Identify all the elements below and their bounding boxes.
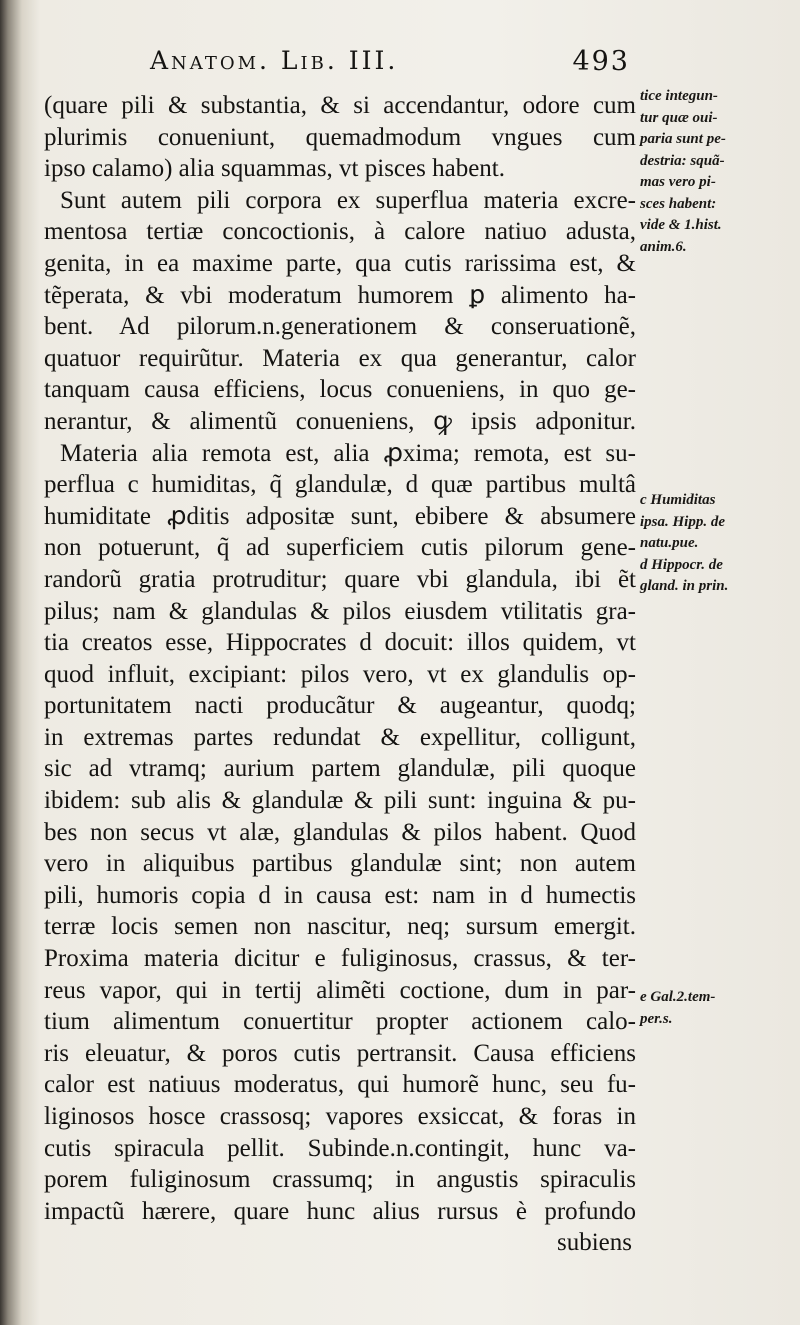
text-line: in extremas partes redundat & expellitur, colligunt,: [44, 723, 636, 751]
text-line: humiditate ꝓditis adpositæ sunt, ebibere & absumere: [44, 502, 636, 530]
text-line: (quare pili & substantia, & si accendantur, odore cum: [44, 92, 636, 119]
marginal-line: tur quæ oui-: [640, 109, 718, 126]
marginal-line: per.s.: [640, 1010, 673, 1027]
text-line: bes non secus vt alæ, glandulas & pilos habent. Quod: [44, 818, 636, 846]
marginal-line: vide & 1.hist.: [640, 217, 722, 233]
marginal-line: sces habent:: [640, 195, 717, 212]
text-line: vero in aliquibus partibus glandulæ sint; non autem: [44, 850, 636, 878]
text-line: ipso calamo) alia squammas, vt pisces habent.: [44, 155, 505, 183]
marginal-note-2: [640, 490, 800, 598]
marginal-line: d Hippocr. de: [640, 556, 723, 573]
text-line: quatuor requirũtur. Materia ex qua generantur, calor: [44, 344, 636, 372]
text-line: quod influit, excipiant: pilos vero, vt ex glandulis op-: [44, 660, 636, 688]
text-line: ibidem: sub alis & glandulæ & pili sunt: inguina & pu-: [44, 787, 636, 815]
text-line: calor est natiuus moderatus, qui humorẽ hunc, seu fu-: [44, 1071, 636, 1099]
marginal-line: natu.pue.: [640, 535, 699, 551]
marginal-line: tice integun-: [640, 88, 718, 104]
marginal-line: ipsa. Hipp. de: [640, 513, 725, 530]
catchword: subiens: [557, 1229, 632, 1257]
text-line: tia creatos esse, Hippocrates d docuit: illos quidem, vt: [44, 629, 636, 657]
text-line: impactũ hærere, quare hunc alius rursus è profundo: [44, 1197, 636, 1225]
text-line: non potuerunt, q̃ ad superficiem cutis pilorum gene-: [44, 534, 636, 562]
marginal-line: c Humiditas: [640, 492, 716, 508]
text-line: liginosos hosce crassosq; vapores exsiccat, & foras in: [44, 1103, 636, 1130]
marginal-line: anim.6.: [640, 238, 687, 255]
text-line: tanquam causa efficiens, locus conueniens, in quo ge-: [44, 376, 636, 404]
text-line: portunitatem nacti producãtur & augeantur, quodq;: [44, 692, 636, 720]
text-line: genita, in ea maxime parte, qua cutis rarissima est, &: [44, 249, 636, 277]
main-text-column: [44, 90, 636, 1259]
text-line: randorũ gratia protruditur; quare vbi glandula, ibi ẽt: [44, 565, 636, 593]
marginal-line: mas vero pi-: [640, 174, 716, 190]
marginal-line: paria sunt pe-: [640, 131, 726, 147]
text-line: ris eleuatur, & poros cutis pertransit. Causa efficiens: [44, 1039, 636, 1067]
text-line: pili, humoris copia d in causa est: nam in d humectis: [44, 881, 636, 909]
text-line: perflua c humiditas, q̃ glandulæ, d quæ partibus multâ: [44, 471, 636, 499]
marginal-note-1: [640, 86, 800, 258]
text-line: tẽperata, & vbi moderatum humorem ꝑ alimento ha-: [44, 281, 636, 309]
marginal-line: e Gal.2.tem-: [640, 989, 716, 1005]
text-line: bent. Ad pilorum.n.generationem & conseruationẽ,: [44, 313, 636, 341]
text-line: sic ad vtramq; aurium partem glandulæ, pili quoque: [44, 755, 636, 783]
text-line: nerantur, & alimentũ conueniens, ꝙ ipsis adponitur.: [44, 407, 636, 435]
text-line: terræ locis semen non nascitur, neq; sursum emergit.: [44, 913, 636, 941]
marginal-line: destria: squã-: [640, 152, 725, 169]
running-head: [150, 46, 630, 86]
marginal-line: gland. in prin.: [640, 578, 729, 594]
text-line: reus vapor, qui in tertij alimẽti coctione, dum in par-: [44, 976, 636, 1004]
text-line: mentosa tertiæ concoctionis, à calore natiuo adusta,: [44, 218, 636, 246]
text-line: Materia alia remota est, alia ꝓxima; remota, est su-: [60, 439, 636, 467]
text-line: plurimis conueniunt, quemadmodum vngues cum: [44, 123, 636, 151]
text-line: Proxima materia dicitur e fuliginosus, crassus, & ter-: [44, 945, 636, 973]
page-number: 493: [572, 46, 630, 77]
marginal-note-3: [640, 987, 800, 1030]
text-line: cutis spiracula pellit. Subinde.n.contingit, hunc va-: [44, 1134, 636, 1162]
text-line: porem fuliginosum crassumq; in angustis spiraculis: [44, 1166, 636, 1194]
text-line: tium alimentum conuertitur propter actionem calo-: [44, 1008, 636, 1036]
running-head-title: Anatom. Lib. III.: [150, 46, 399, 75]
text-line: Sunt autem pili corpora ex superflua materia excre-: [60, 186, 636, 214]
text-line: pilus; nam & glandulas & pilos eiusdem vtilitatis gra-: [44, 597, 636, 625]
